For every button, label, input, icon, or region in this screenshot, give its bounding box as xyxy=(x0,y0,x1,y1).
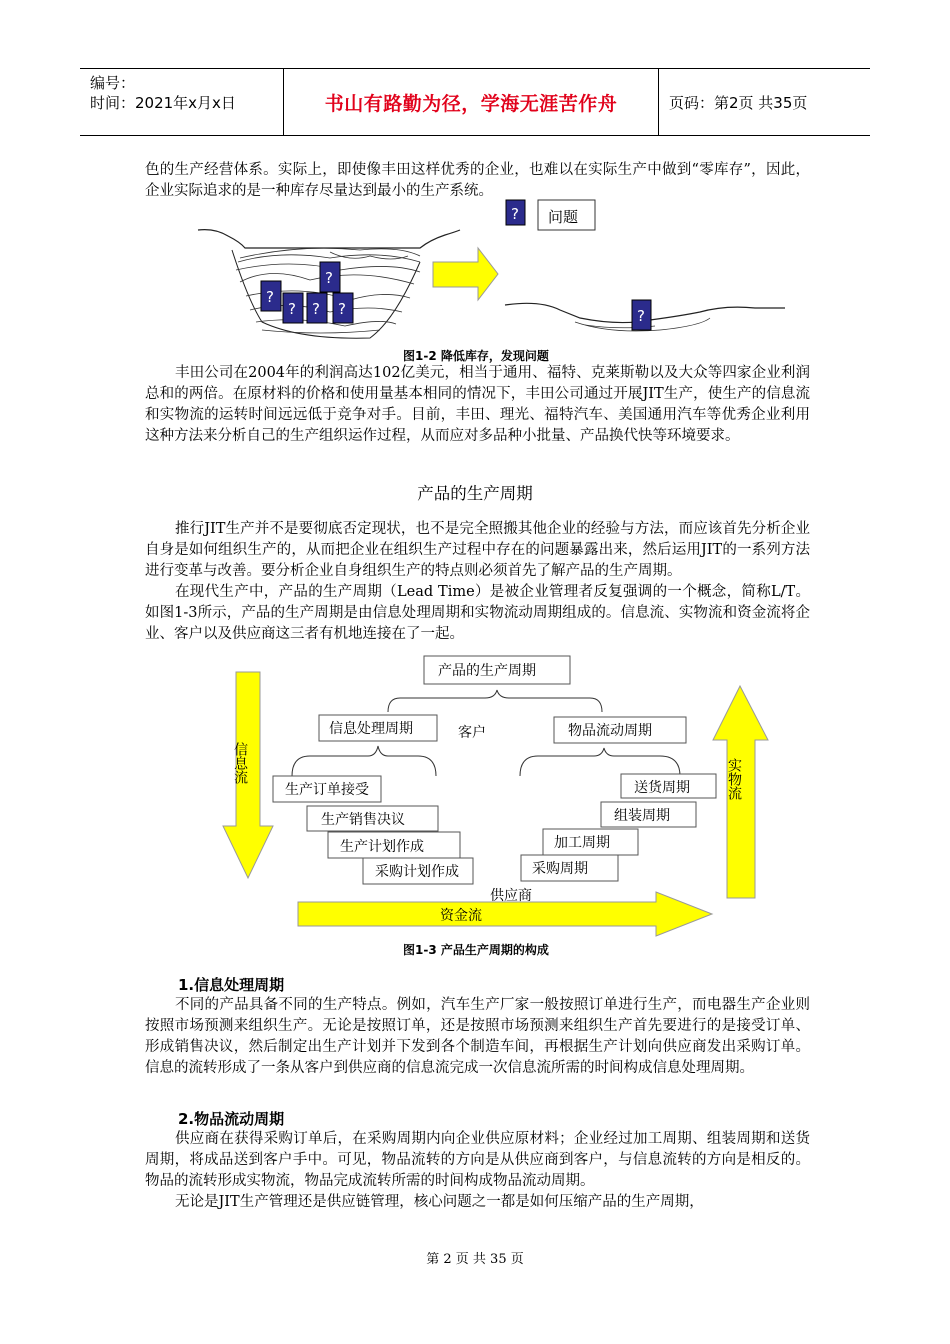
section-2-text: 供应商在获得采购订单后，在采购周期内向企业供应原材料；企业经过加工周期、组装周期和送货周期，将成品送到客户手中。可见，物品流转的方向是从供应商到客户，与信息流转的方向是相反的。物品的流转形成实物流，物品完成流转所需的时间构成物品流动周期。 xyxy=(145,1131,810,1189)
processing-label: 加工周期 xyxy=(554,835,610,851)
goods-cycle-label: 物品流动周期 xyxy=(568,723,652,739)
figure-1-3-caption: 图1-3 产品生产周期的构成 xyxy=(403,943,549,957)
legend-problem-label: 问题 xyxy=(548,208,579,226)
section-1-paragraph xyxy=(145,995,810,1079)
header-motto: 书山有路勤为径，学海无涯苦作舟 xyxy=(284,69,659,135)
header-page-label: 页码：第2页 共35页 xyxy=(669,93,808,112)
sales-decision-label: 生产销售决议 xyxy=(321,812,405,828)
assembly-label: 组装周期 xyxy=(614,808,670,824)
plan-make-label: 生产计划作成 xyxy=(340,839,424,855)
section-1-text: 不同的产品具备不同的生产特点。例如，汽车生产厂家一般按照订单进行生产，而电器生产企业则按照市场预测来组织生产。无论是按照订单，还是按照市场预测来组织生产首先要进行的是接受订单、形成销售决议，然后制定出生产计划并下发到各个制造车间，再根据生产计划向供应商发出采购订单。信息的流转形成了一条从客户到供应商的信息流完成一次信息流所需的时间构成信息处理周期。 xyxy=(145,997,810,1076)
code-label: 编号： xyxy=(90,74,136,92)
section-1-title: 1.信息处理周期 xyxy=(178,976,285,994)
section-2-text-2: 无论是JIT生产管理还是供应链管理，核心问题之一都是如何压缩产品的生产周期， xyxy=(175,1194,704,1210)
card-mark: ? xyxy=(266,288,274,306)
page-footer: 第 2 页 共 35 页 xyxy=(426,1252,524,1267)
order-accept-label: 生产订单接受 xyxy=(285,782,369,798)
capital-flow-label: 资金流 xyxy=(440,908,482,924)
info-cycle-label: 信息处理周期 xyxy=(329,721,413,737)
section-2-title: 2.物品流动周期 xyxy=(178,1110,285,1128)
legend-card-mark: ? xyxy=(511,205,519,223)
info-flow-arrow xyxy=(223,672,273,878)
card-mark: ? xyxy=(325,269,333,287)
section-2-paragraph xyxy=(145,1129,810,1213)
delivery-label: 送货周期 xyxy=(634,780,690,796)
lt-text: 在现代生产中，产品的生产周期（Lead Time）是被企业管理者反复强调的一个概念，简称L/T。如图1-3所示，产品的生产周期是由信息处理周期和实物流动周期组成的。信息流、实物流和资金流将企业、客户以及供应商这三者有机地连接在了一起。 xyxy=(145,584,810,642)
info-flow-label xyxy=(232,742,248,785)
card-mark: ? xyxy=(637,307,645,325)
jit-text: 推行JIT生产并不是要彻底否定现状，也不是完全照搬其他企业的经验与方法，而应该首先分析企业自身是如何组织生产的，从而把企业在组织生产过程中存在的问题暴露出来，然后运用JIT的一系列方法进行变革与改善。要分析企业自身组织生产的特点则必须首先了解产品的生产周期。 xyxy=(145,521,810,579)
card-mark: ? xyxy=(338,300,346,318)
supplier-label: 供应商 xyxy=(490,888,532,904)
material-flow-label: 实物流 xyxy=(726,758,742,800)
customer-label: 客户 xyxy=(458,725,486,741)
toyota-text: 丰田公司在2004年的利润高达102亿美元，相当于通用、福特、克莱斯勒以及大众等四家企业利润总和的两倍。在原材料的价格和使用量基本相同的情况下，丰田公司通过开展JIT生产，使生产的信息流和实物流的运转时间远远低于竞争对手。目前，丰田、理光、福特汽车、美国通用汽车等优秀企业利用这种方法来分析自己的生产组织运作过程，从而应对多品种小批量、产品换代快等环境要求。 xyxy=(145,365,810,444)
svg-text:信息流: 信息流 xyxy=(232,742,248,784)
section-title: 产品的生产周期 xyxy=(417,484,533,503)
figure-1-2-caption: 图1-2 降低库存，发现问题 xyxy=(403,349,549,363)
card-mark: ? xyxy=(312,300,320,318)
date-label: 时间：2021年x月x日 xyxy=(90,94,236,112)
card-mark: ? xyxy=(288,300,296,318)
top-box-label: 产品的生产周期 xyxy=(438,663,536,679)
purchasing-label: 采购周期 xyxy=(532,861,588,877)
purchase-plan-label: 采购计划作成 xyxy=(375,864,459,880)
intro-text: 色的生产经营体系。实际上，即使像丰田这样优秀的企业，也难以在实际生产中做到“零库存”，因此，企业实际追求的是一种库存尽量达到最小的生产系统。 xyxy=(145,162,810,199)
